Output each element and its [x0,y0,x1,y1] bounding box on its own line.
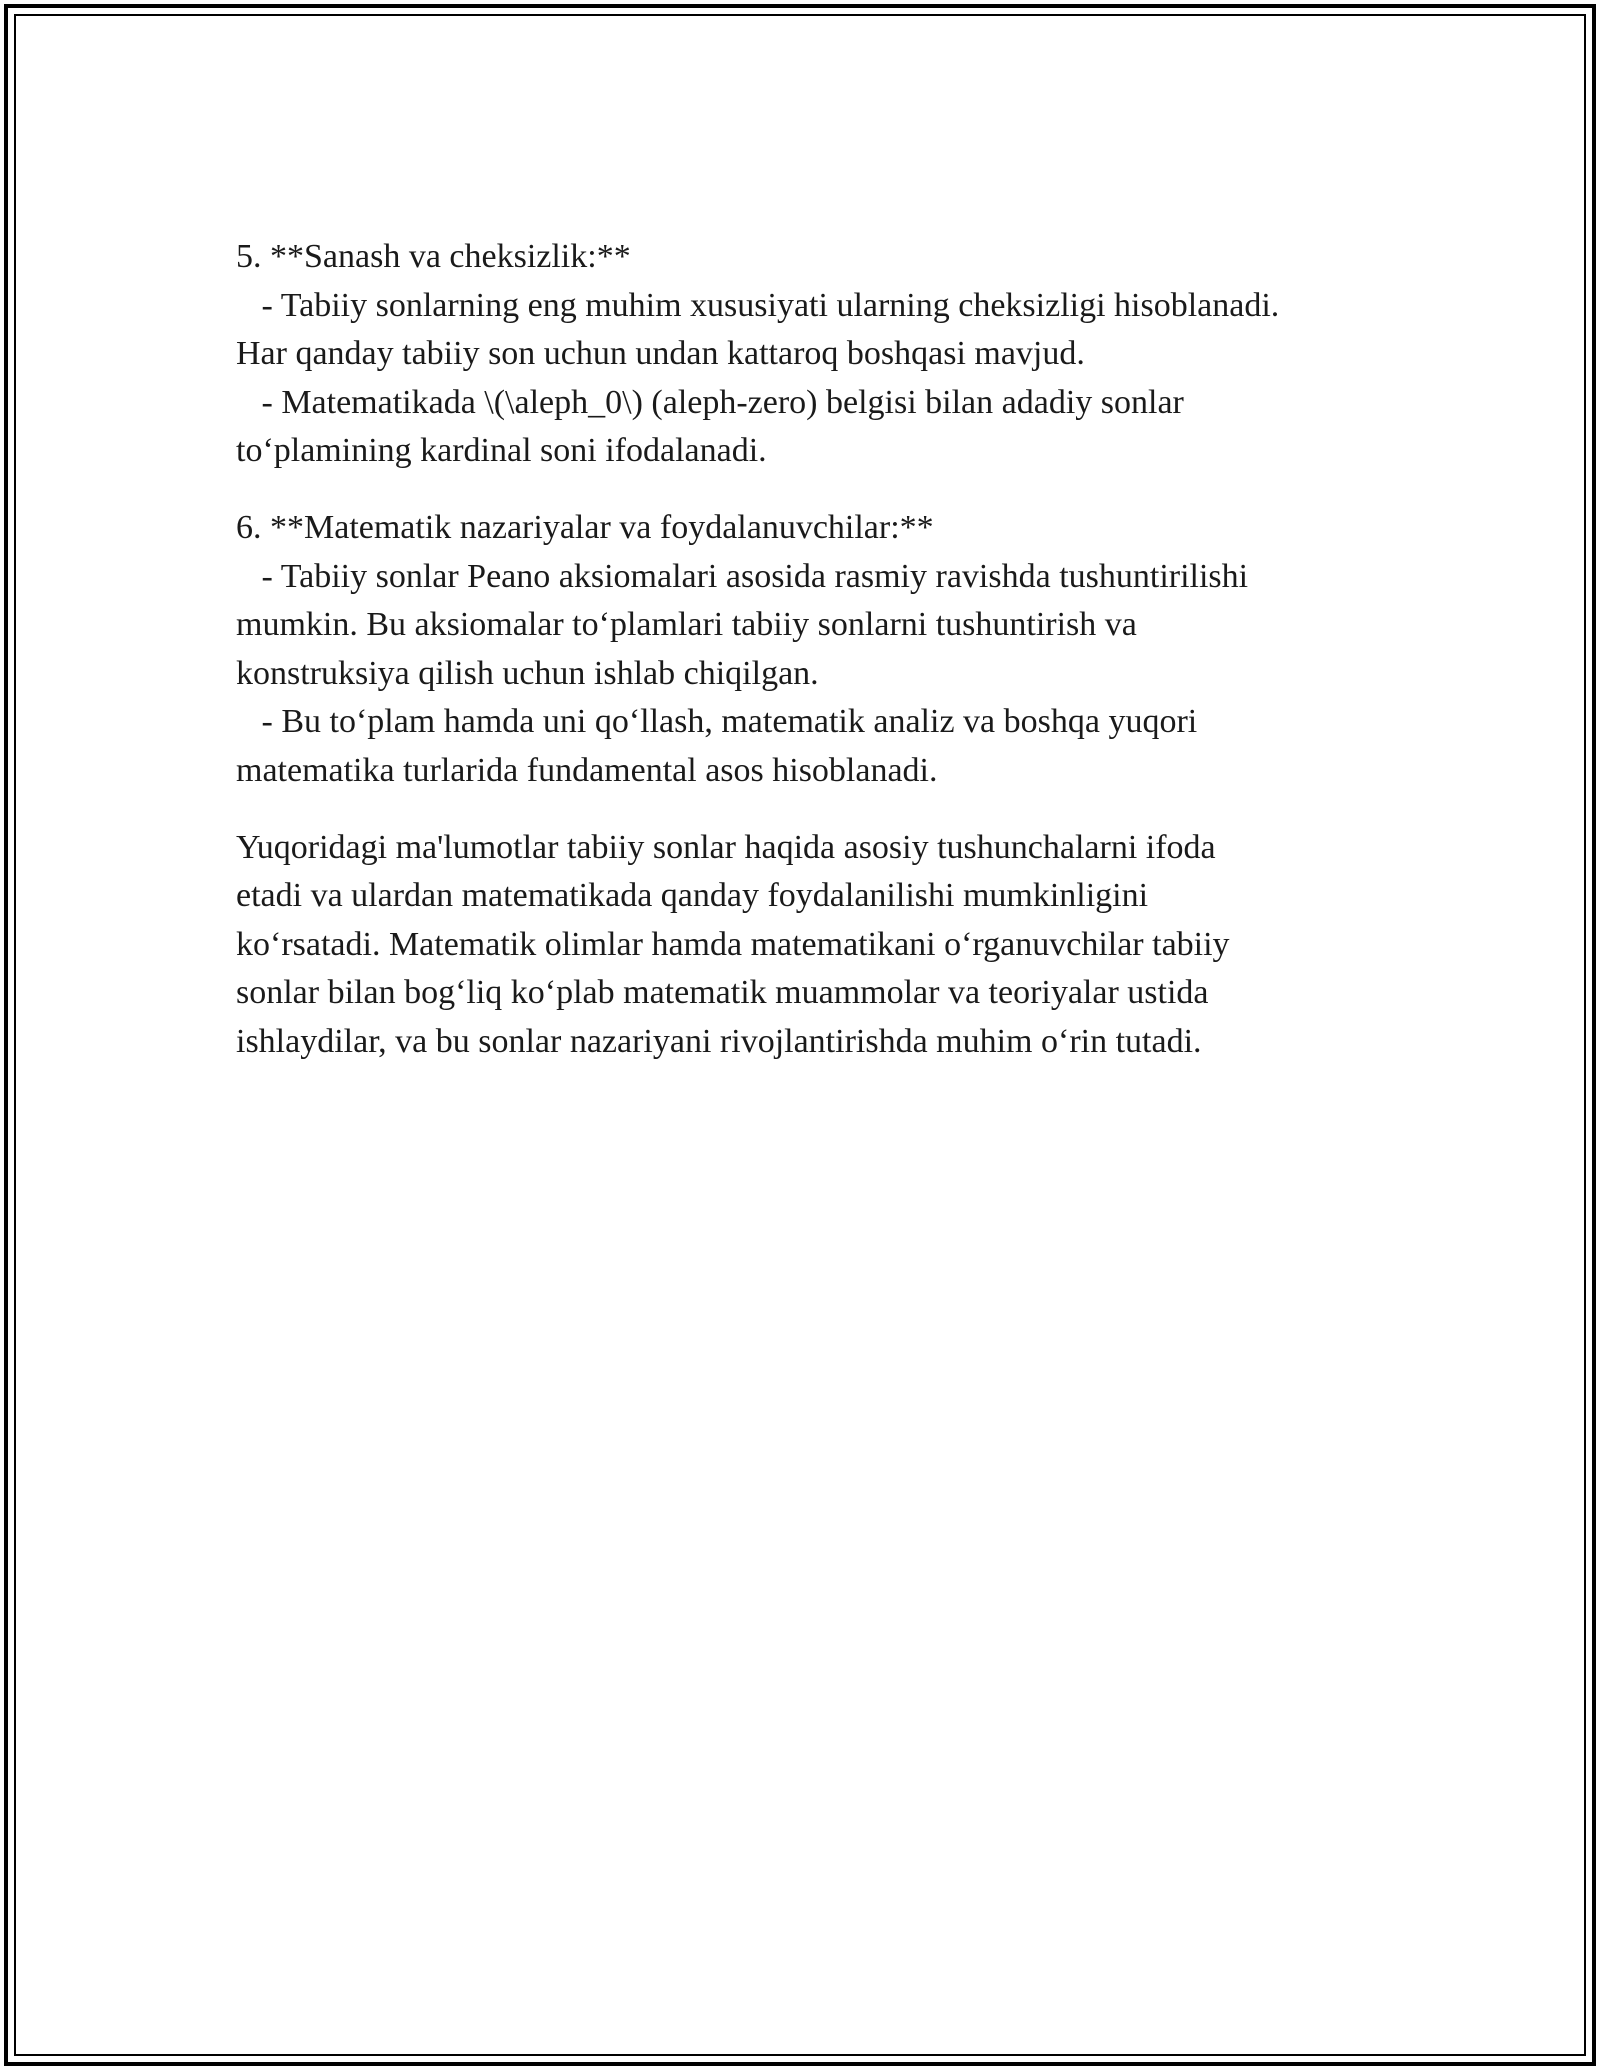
section-5-line-2: Har qanday tabiiy son uchun undan kattaroq boshqasi mavjud. [236,335,1085,373]
paragraph-gap [236,476,1416,504]
conclusion-line-3: ko‘rsatadi. Matematik olimlar hamda matematikani o‘rganuvchilar tabiiy [236,925,1230,963]
section-6-line-5: matematika turlarida fundamental asos hisoblanadi. [236,751,938,789]
conclusion-line-4: sonlar bilan bog‘liq ko‘plab matematik muammolar va teoriyalar ustida [236,974,1209,1012]
section-6 [236,504,1416,796]
document-body [236,233,1416,1067]
paragraph-gap [236,796,1416,824]
conclusion-line-5: ishlaydilar, va bu sonlar nazariyani rivojlantirishda muhim o‘rin tutadi. [236,1022,1202,1060]
conclusion-line-1: Yuqoridagi ma'lumotlar tabiiy sonlar haqida asosiy tushunchalarni ifoda [236,828,1216,866]
section-5-heading: 5. **Sanash va cheksizlik:** [236,238,631,275]
section-5-line-3: - Matematikada \(\aleph_0\) (aleph-zero) belgisi bilan adadiy sonlar [236,383,1184,421]
conclusion-paragraph [236,824,1416,1067]
section-6-line-2: mumkin. Bu aksiomalar to‘plamlari tabiiy sonlarni tushuntirish va [236,606,1137,644]
section-5-line-1: - Tabiiy sonlarning eng muhim xususiyati ularning cheksizligi hisoblanadi. [236,286,1280,324]
conclusion-line-2: etadi va ulardan matematikada qanday foydalanilishi mumkinligini [236,877,1149,915]
section-5-line-4: to‘plamining kardinal soni ifodalanadi. [236,432,767,470]
section-6-heading: 6. **Matematik nazariyalar va foydalanuvchilar:** [236,508,934,546]
section-6-line-1: - Tabiiy sonlar Peano aksiomalari asosida rasmiy ravishda tushuntirilishi [236,557,1249,595]
section-6-line-4: - Bu to‘plam hamda uni qo‘llash, matematik analiz va boshqa yuqori [236,703,1198,741]
section-5 [236,233,1416,476]
section-6-line-3: konstruksiya qilish uchun ishlab chiqilgan. [236,654,819,692]
